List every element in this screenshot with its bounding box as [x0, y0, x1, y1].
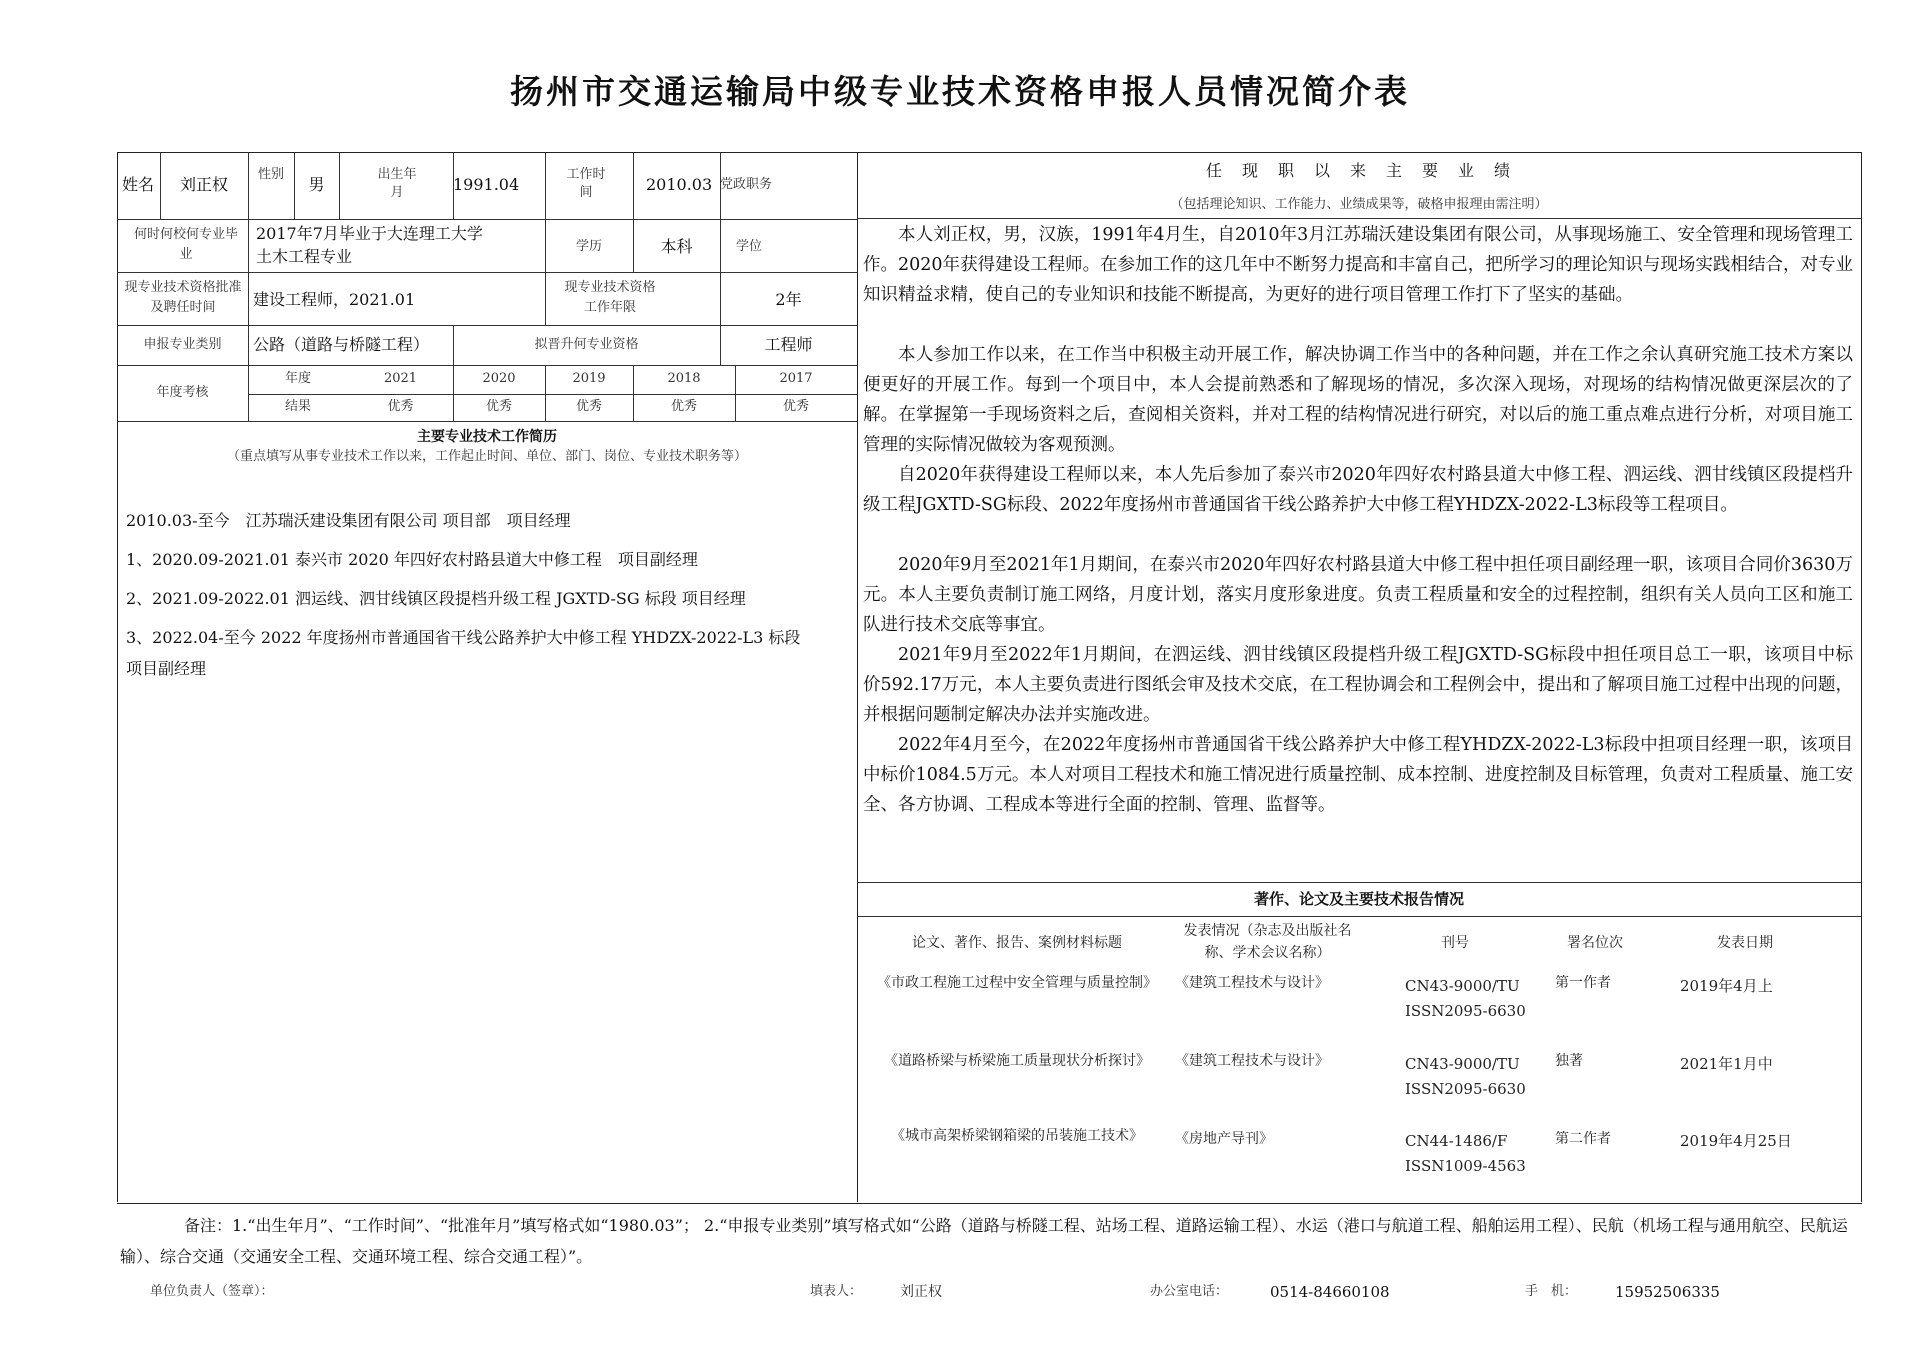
- target-value: 工程师: [764, 335, 813, 354]
- years-label: 现专业技术资格工作年限: [564, 280, 656, 315]
- pub-date: 2019年4月25日: [1680, 1132, 1792, 1150]
- pub-title: 《城市高架桥梁钢箱梁的吊装施工技术》: [891, 1128, 1143, 1144]
- pub-col-date: 发表日期: [1717, 935, 1773, 951]
- edu-value-line2: 土木工程专业: [256, 247, 353, 266]
- birth-value: 1991.04: [453, 175, 520, 194]
- work-history-heading: 主要专业技术工作简历: [417, 429, 557, 445]
- work-value: 2010.03: [646, 175, 713, 194]
- page-title: 扬州市交通运输局中级专业技术资格申报人员情况简介表: [510, 72, 1410, 111]
- assessment-result: 优秀: [670, 399, 697, 414]
- apply-value: 公路（道路与桥隧工程）: [253, 335, 430, 354]
- assessment-result: 优秀: [575, 399, 602, 414]
- edu-value-line1: 2017年7月毕业于大连理工大学: [256, 224, 483, 243]
- assessment-result-label: 结果: [284, 399, 311, 414]
- achievement-paragraph: 本人参加工作以来，在工作当中积极主动开展工作，解决协调工作当中的各种问题，并在工作之余认真研究施工技术方案以便更好的开展工作。每到一个项目中，本人会提前熟悉和了解现场的情况，多次深入现场，对现场的结构情况做更深层次的了解。在掌握第一手现场资料之后，查阅相关资料，并对工程的结构情况进行研究，对以后的施工重点难点进行分析，对项目施工管理的实际情况做较为客观预测。: [863, 345, 1853, 455]
- pub-title: 《市政工程施工过程中安全管理与质量控制》: [877, 975, 1157, 991]
- name-label: 姓名: [122, 175, 155, 194]
- assessment-year: 2021: [383, 371, 418, 386]
- birth-label: 出生年月: [377, 167, 417, 200]
- mobile-label: 手 机：: [1525, 1284, 1578, 1299]
- pub-issue-issn: ISSN1009-4563: [1405, 1157, 1526, 1175]
- assessment-result: 优秀: [485, 399, 512, 414]
- pub-rank: 第一作者: [1555, 975, 1611, 991]
- pub-col-rank: 署名位次: [1567, 935, 1623, 951]
- target-label: 拟晋升何专业资格: [534, 337, 639, 352]
- assessment-result: 优秀: [782, 399, 809, 414]
- name-value: 刘正权: [179, 175, 228, 194]
- years-value: 2年: [775, 290, 802, 309]
- duty-label: 党政职务: [720, 177, 773, 192]
- assessment-year: 2019: [572, 371, 606, 386]
- assessment-year: 2018: [667, 371, 701, 386]
- achievement-paragraph: 2020年9月至2021年1月期间，在泰兴市2020年四好农村路县道大中修工程中担任项目副经理一职，该项目合同价3630万元。本人主要负责制订施工网络，月度计划，落实月度形象进度。负责工程质量和安全的过程控制，组织有关人员向工区和施工队进行技术交底等事宜。: [863, 555, 1853, 635]
- work-history-item: 1、2020.09-2021.01 泰兴市 2020 年四好农村路县道大中修工程 项目副经理: [126, 550, 698, 569]
- achievement-paragraph: 自2020年获得建设工程师以来，本人先后参加了泰兴市2020年四好农村路县道大中修工程、泗运线、泗甘线镇区段提档升级工程JGXTD-SG标段、2022年度扬州市普通国省干线公路养护大中修工程YHDZX-2022-L3标段等工程项目。: [863, 465, 1853, 515]
- pub-rank: 独著: [1555, 1053, 1583, 1069]
- center-divider: [857, 152, 858, 1202]
- work-history-subheading: （重点填写从事专业技术工作以来，工作起止时间、单位、部门、岗位、专业技术职务等）: [226, 449, 747, 464]
- work-label: 工作时间: [566, 167, 606, 200]
- achievements-subheading: （包括理论知识、工作能力、业绩成果等，破格申报理由需注明）: [1170, 197, 1548, 212]
- assessment-year: 2017: [779, 371, 813, 386]
- filler-value: 刘正权: [900, 1284, 942, 1300]
- pub-date: 2021年1月中: [1680, 1055, 1773, 1073]
- assessment-year-label: 年度: [284, 371, 311, 386]
- gender-label: 性别: [257, 167, 284, 182]
- pub-date: 2019年4月上: [1680, 977, 1773, 995]
- pub-source: 《建筑工程技术与设计》: [1175, 1053, 1329, 1069]
- pub-source: 《房地产导刊》: [1175, 1131, 1273, 1147]
- publications-heading: 著作、论文及主要技术报告情况: [1253, 890, 1464, 908]
- pub-col-source: 发表情况（杂志及出版社名称、学术会议名称）: [1183, 923, 1352, 961]
- right-border: [1861, 152, 1862, 1202]
- pub-issue-cn: CN43-9000/TU: [1405, 1055, 1520, 1073]
- pub-issue-issn: ISSN2095-6630: [1405, 1080, 1526, 1098]
- xuewei-label: 学位: [736, 239, 763, 254]
- office-phone-value: 0514-84660108: [1270, 1283, 1390, 1301]
- achievement-paragraph: 2021年9月至2022年1月期间，在泗运线、泗甘线镇区段提档升级工程JGXTD-SG标段中担任项目总工一职，该项目中标价592.17万元，本人主要负责进行图纸会审及技术交底，在工程协调会和工程例会中，提出和了解项目施工过程中出现的问题，并根据问题制定解决办法并实施改进。: [863, 645, 1853, 725]
- gender-value: 男: [308, 175, 325, 194]
- office-phone-label: 办公室电话：: [1150, 1284, 1229, 1299]
- pub-issue-cn: CN43-9000/TU: [1405, 977, 1520, 995]
- filler-label: 填表人：: [810, 1284, 863, 1299]
- edu-label: 何时何校何专业毕业: [133, 227, 238, 262]
- left-border: [117, 152, 118, 1202]
- pub-issue-cn: CN44-1486/F: [1405, 1132, 1508, 1150]
- assessment-result: 优秀: [387, 399, 414, 414]
- achievement-paragraph: 本人刘正权，男，汉族，1991年4月生，自2010年3月江苏瑞沃建设集团有限公司，从事现场施工、安全管理和现场管理工作。2020年获得建设工程师。在参加工作的这几年中不断努力提高和丰富自己，把所学习的理论知识与现场实践相结合，对专业知识精益求精，使自己的专业知识和技能不断提高，为更好的进行项目管理工作打下了坚实的基础。: [863, 225, 1853, 305]
- degree-value: 本科: [660, 237, 693, 256]
- pub-issue-issn: ISSN2095-6630: [1405, 1002, 1526, 1020]
- mobile-value: 15952506335: [1615, 1283, 1720, 1301]
- pub-source: 《建筑工程技术与设计》: [1175, 975, 1329, 991]
- work-history-item: 2、2021.09-2022.01 泗运线、泗甘线镇区段提档升级工程 JGXTD-SG 标段 项目经理: [126, 589, 746, 608]
- achievement-paragraph: 2022年4月至今，在2022年度扬州市普通国省干线公路养护大中修工程YHDZX-2022-L3标段中担项目经理一职，该项目中标价1084.5万元。本人对项目工程技术和施工情况进行质量控制、成本控制、进度控制及目标管理，负责对工程质量、施工安全、各方协调、工程成本等进行全面的控制、管理、监督等。: [863, 735, 1853, 815]
- pub-col-issue: 刊号: [1441, 935, 1469, 951]
- pub-title: 《道路桥梁与桥梁施工质量现状分析探讨》: [884, 1053, 1150, 1069]
- work-history-item: 3、2022.04-至今 2022 年度扬州市普通国省干线公路养护大中修工程 YHDZX-2022-L3 标段 项目副经理: [126, 628, 1009, 678]
- assessment-year: 2020: [482, 371, 516, 386]
- footer-note: 备注：1.“出生年月”、“工作时间”、“批准年月”填写格式如“1980.03”； 2.“申报专业类别”填写格式如“公路（道路与桥隧工程、站场工程、道路运输工程）、水运（港口与航道工程、船舶运用工程）、民航（机场工程与通用航空、民航运输）、综合交通（交通安全工程、交通环境工程、综合交通工程）”。: [120, 1216, 1848, 1266]
- qual-label: 现专业技术资格批准及聘任时间: [124, 280, 242, 315]
- qual-value: 建设工程师，2021.01: [253, 290, 416, 309]
- unit-leader-label: 单位负责人（签章）：: [150, 1284, 274, 1299]
- assessment-label: 年度考核: [156, 385, 209, 400]
- work-history-item: 2010.03-至今 江苏瑞沃建设集团有限公司 项目部 项目经理: [126, 511, 571, 530]
- achievements-heading: 任 现 职 以 来 主 要 业 绩: [1205, 161, 1512, 180]
- degree-label: 学历: [575, 239, 602, 254]
- apply-label: 申报专业类别: [143, 337, 222, 352]
- pub-col-title: 论文、著作、报告、案例材料标题: [912, 935, 1122, 951]
- pub-rank: 第二作者: [1555, 1131, 1611, 1147]
